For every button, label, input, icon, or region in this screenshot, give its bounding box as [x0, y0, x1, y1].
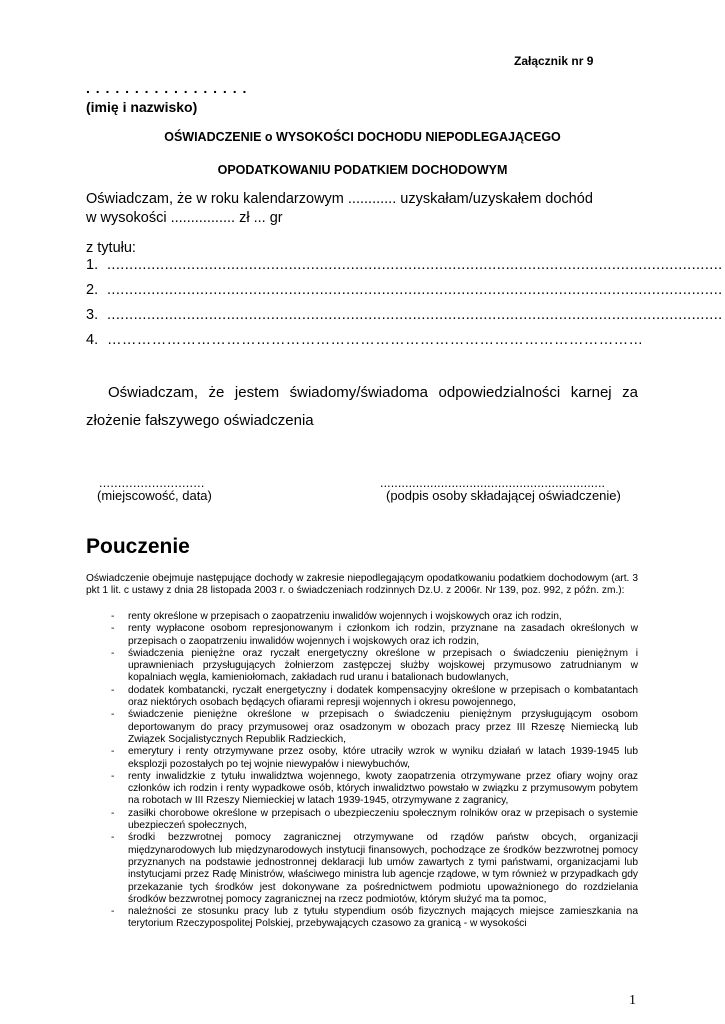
name-dots: . . . . . . . . . . . . . . . . .	[86, 80, 248, 96]
declaration-line-1: Oświadczam, że w roku kalendarzowym ............ uzyskałam/uzyskałem dochód	[86, 191, 593, 207]
place-date-label: (miejscowość, data)	[97, 488, 212, 503]
list-item: - dodatek kombatancki, ryczałt energetyczny i dodatek kompensacyjny określone w przepisach o kombatantach oraz niektórych osobach będących ofiarami represji wojennych i okresu powojennego,	[111, 684, 638, 709]
list-item: - środki bezzwrotnej pomocy zagranicznej otrzymywane od rządów państw obcych, organizacji międzynarodowych lub międzynarodowych instytucji finansowych, pochodzące ze środków bezzwrotnej pomocy przyznanych na podstawie jednostronnej deklaracji lub umów zawartych z tymi państwami, organizacjami lub instytucjami przez Radę Ministrów, właściwego ministra lub agencje rządowe, w tym również w przypadkach gdy przekazanie tych środków jest dokonywane za pośrednictwem podmiotu upoważnionego do rozdzielania środków bezzwrotnej pomocy zagranicznej na rzecz podmiotów, którym służyć ma ta pomoc,	[111, 832, 638, 905]
list-item: - świadczenia pieniężne oraz ryczałt energetyczny określone w przepisach o świadczeniu pieniężnym i uprawnieniach przysługujących żołnierzom zastępczej służby wojskowej przymusowo zatrudnianym w kopalniach węgla, kamieniołomach, zakładach rud uranu i batalionach budowlanych,	[111, 647, 638, 684]
list-item: - renty wypłacone osobom represjonowanym i członkom ich rodzin, przyznane na zasadach określonych w przepisach o zaopatrzeniu inwalidów wojennych i wojskowych oraz ich rodzin,	[111, 623, 638, 647]
place-date-dots: ............................	[99, 476, 205, 490]
list-item: - zasiłki chorobowe określone w przepisach o ubezpieczeniu społecznym rolników oraz w przepisach o systemie ubezpieczeń społecznych,	[111, 807, 638, 832]
income-list	[86, 611, 638, 931]
fill-line: ...........................................................................................................................................	[107, 257, 723, 273]
fill-line: ...........................................................................................................................................	[107, 307, 723, 323]
list-item: - świadczenie pieniężne określone w przepisach o świadczeniu pieniężnym przysługującym osobom deportowanym do pracy przymusowej oraz osadzonym w obozach pracy przez III Rzeszę Niemiecką lub Związek Socjalistycznych Republik Radzieckich,	[111, 709, 638, 745]
fill-line: ...........................................................................................................................................	[107, 282, 723, 298]
declaration-line-2: w wysokości ................ zł ... gr	[86, 210, 283, 226]
line-number: 4.	[86, 332, 99, 348]
list-item: - należności ze stosunku pracy lub z tytułu stypendium osób fizycznych mających miejsce zamieszkania na terytorium Rzeczypospolitej Polskiej, przebywających czasowo za granicą - w wysokości	[111, 906, 638, 930]
instructions-intro: Oświadczenie obejmuje następujące dochody w zakresie niepodlegającym opodatkowaniu podatkiem dochodowym (art. 3 pkt 1 lit. c ustawy z dnia 28 listopada 2003 r. o świadczeniach rodzinnych Dz.U. z 2006r. Nr 139, poz. 992, z późn. zm.):	[86, 573, 638, 597]
list-item: - renty inwalidzkie z tytułu inwalidztwa wojennego, kwoty zaopatrzenia otrzymywane przez ofiary wojny oraz członków ich rodzin i renty wypadkowe osób, których inwalidztwo powstało w związku z przymusowym pobytem na robotach w III Rzeszy Niemieckiej w latach 1939-1945, otrzymywane z zagranicy,	[111, 770, 638, 807]
signature-dots: ...............................................................	[380, 476, 606, 490]
instructions-heading: Pouczenie	[86, 535, 190, 558]
list-item: - renty określone w przepisach o zaopatrzeniu inwalidów wojennych i wojskowych oraz ich rodzin,	[111, 611, 562, 622]
attachment-label: Załącznik nr 9	[514, 54, 594, 68]
document-title-line-2: OPODATKOWANIU PODATKIEM DOCHODOWYM	[217, 163, 508, 177]
list-item: - emerytury i renty otrzymywane przez osoby, które utraciły wzrok w wyniku działań w latach 1939-1945 lub eksplozji pozostałych po tej wojnie niewypałów i niewybuchów,	[111, 746, 638, 770]
line-number: 3.	[86, 307, 99, 323]
line-number: 2.	[86, 282, 99, 298]
signature-label: (podpis osoby składającej oświadczenie)	[386, 488, 621, 503]
document-title-line-1: OŚWIADCZENIE o WYSOKOŚCI DOCHODU NIEPODLEGAJĄCEGO	[164, 130, 561, 144]
line-number: 1.	[86, 257, 99, 273]
name-label: (imię i nazwisko)	[86, 99, 198, 115]
fill-line: ………………………………………………………………………………………………	[107, 332, 644, 348]
liability-statement: Oświadczam, że jestem świadomy/świadoma odpowiedzialności karnej za złożenie fałszywego oświadczenia	[86, 384, 638, 429]
page-number: 1	[629, 993, 636, 1008]
income-source-title: z tytułu:	[86, 240, 136, 256]
